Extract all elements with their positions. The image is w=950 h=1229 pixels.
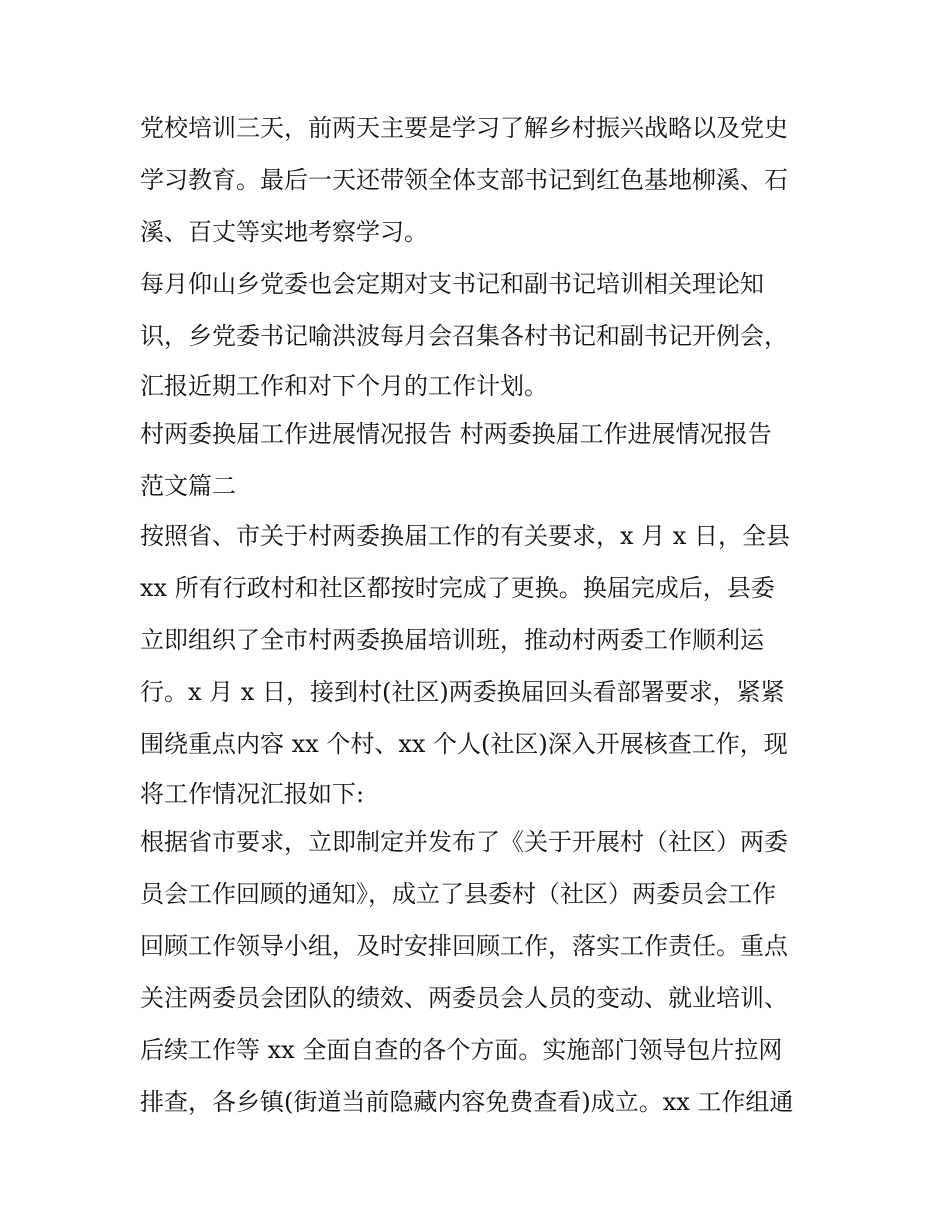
section-heading-line: 范文篇二 <box>140 472 236 500</box>
section-heading-line: 村两委换届工作进展情况报告 村两委换届工作进展情况报告 <box>140 420 772 448</box>
text-line: xx 所有行政村和社区都按时完成了更换。换届完成后，县委 <box>140 574 775 602</box>
text-line: 立即组织了全市村两委换届培训班，推动村两委工作顺利运 <box>140 626 764 654</box>
text-line: 根据省市要求，立即制定并发布了《关于开展村（社区）两委 <box>140 828 788 856</box>
text-line: 后续工作等 xx 全面自查的各个方面。实施部门领导包片拉网 <box>140 1036 783 1064</box>
text-line: 按照省、市关于村两委换届工作的有关要求，x 月 x 日，全县 <box>140 522 790 550</box>
text-line: 汇报近期工作和对下个月的工作计划。 <box>140 372 548 400</box>
text-line: 排查，各乡镇(街道当前隐藏内容免费查看)成立。xx 工作组通 <box>140 1088 794 1116</box>
text-line: 溪、百丈等实地考察学习。 <box>140 218 428 246</box>
text-line: 识，乡党委书记喻洪波每月会召集各村书记和副书记开例会， <box>140 322 788 350</box>
text-line: 将工作情况汇报如下: <box>140 780 365 808</box>
text-line: 党校培训三天，前两天主要是学习了解乡村振兴战略以及党史 <box>140 114 788 142</box>
text-line: 每月仰山乡党委也会定期对支书记和副书记培训相关理论知 <box>140 270 764 298</box>
text-line: 行。x 月 x 日，接到村(社区)两委换届回头看部署要求，紧紧 <box>140 678 785 706</box>
text-line: 围绕重点内容 xx 个村、xx 个人(社区)深入开展核查工作，现 <box>140 730 788 758</box>
text-line: 关注两委员会团队的绩效、两委员会人员的变动、就业培训、 <box>140 984 788 1012</box>
text-line: 回顾工作领导小组，及时安排回顾工作，落实工作责任。重点 <box>140 932 788 960</box>
text-line: 学习教育。最后一天还带领全体支部书记到红色基地柳溪、石 <box>140 166 788 194</box>
text-line: 员会工作回顾的通知》，成立了县委村（社区）两委员会工作 <box>140 880 776 908</box>
